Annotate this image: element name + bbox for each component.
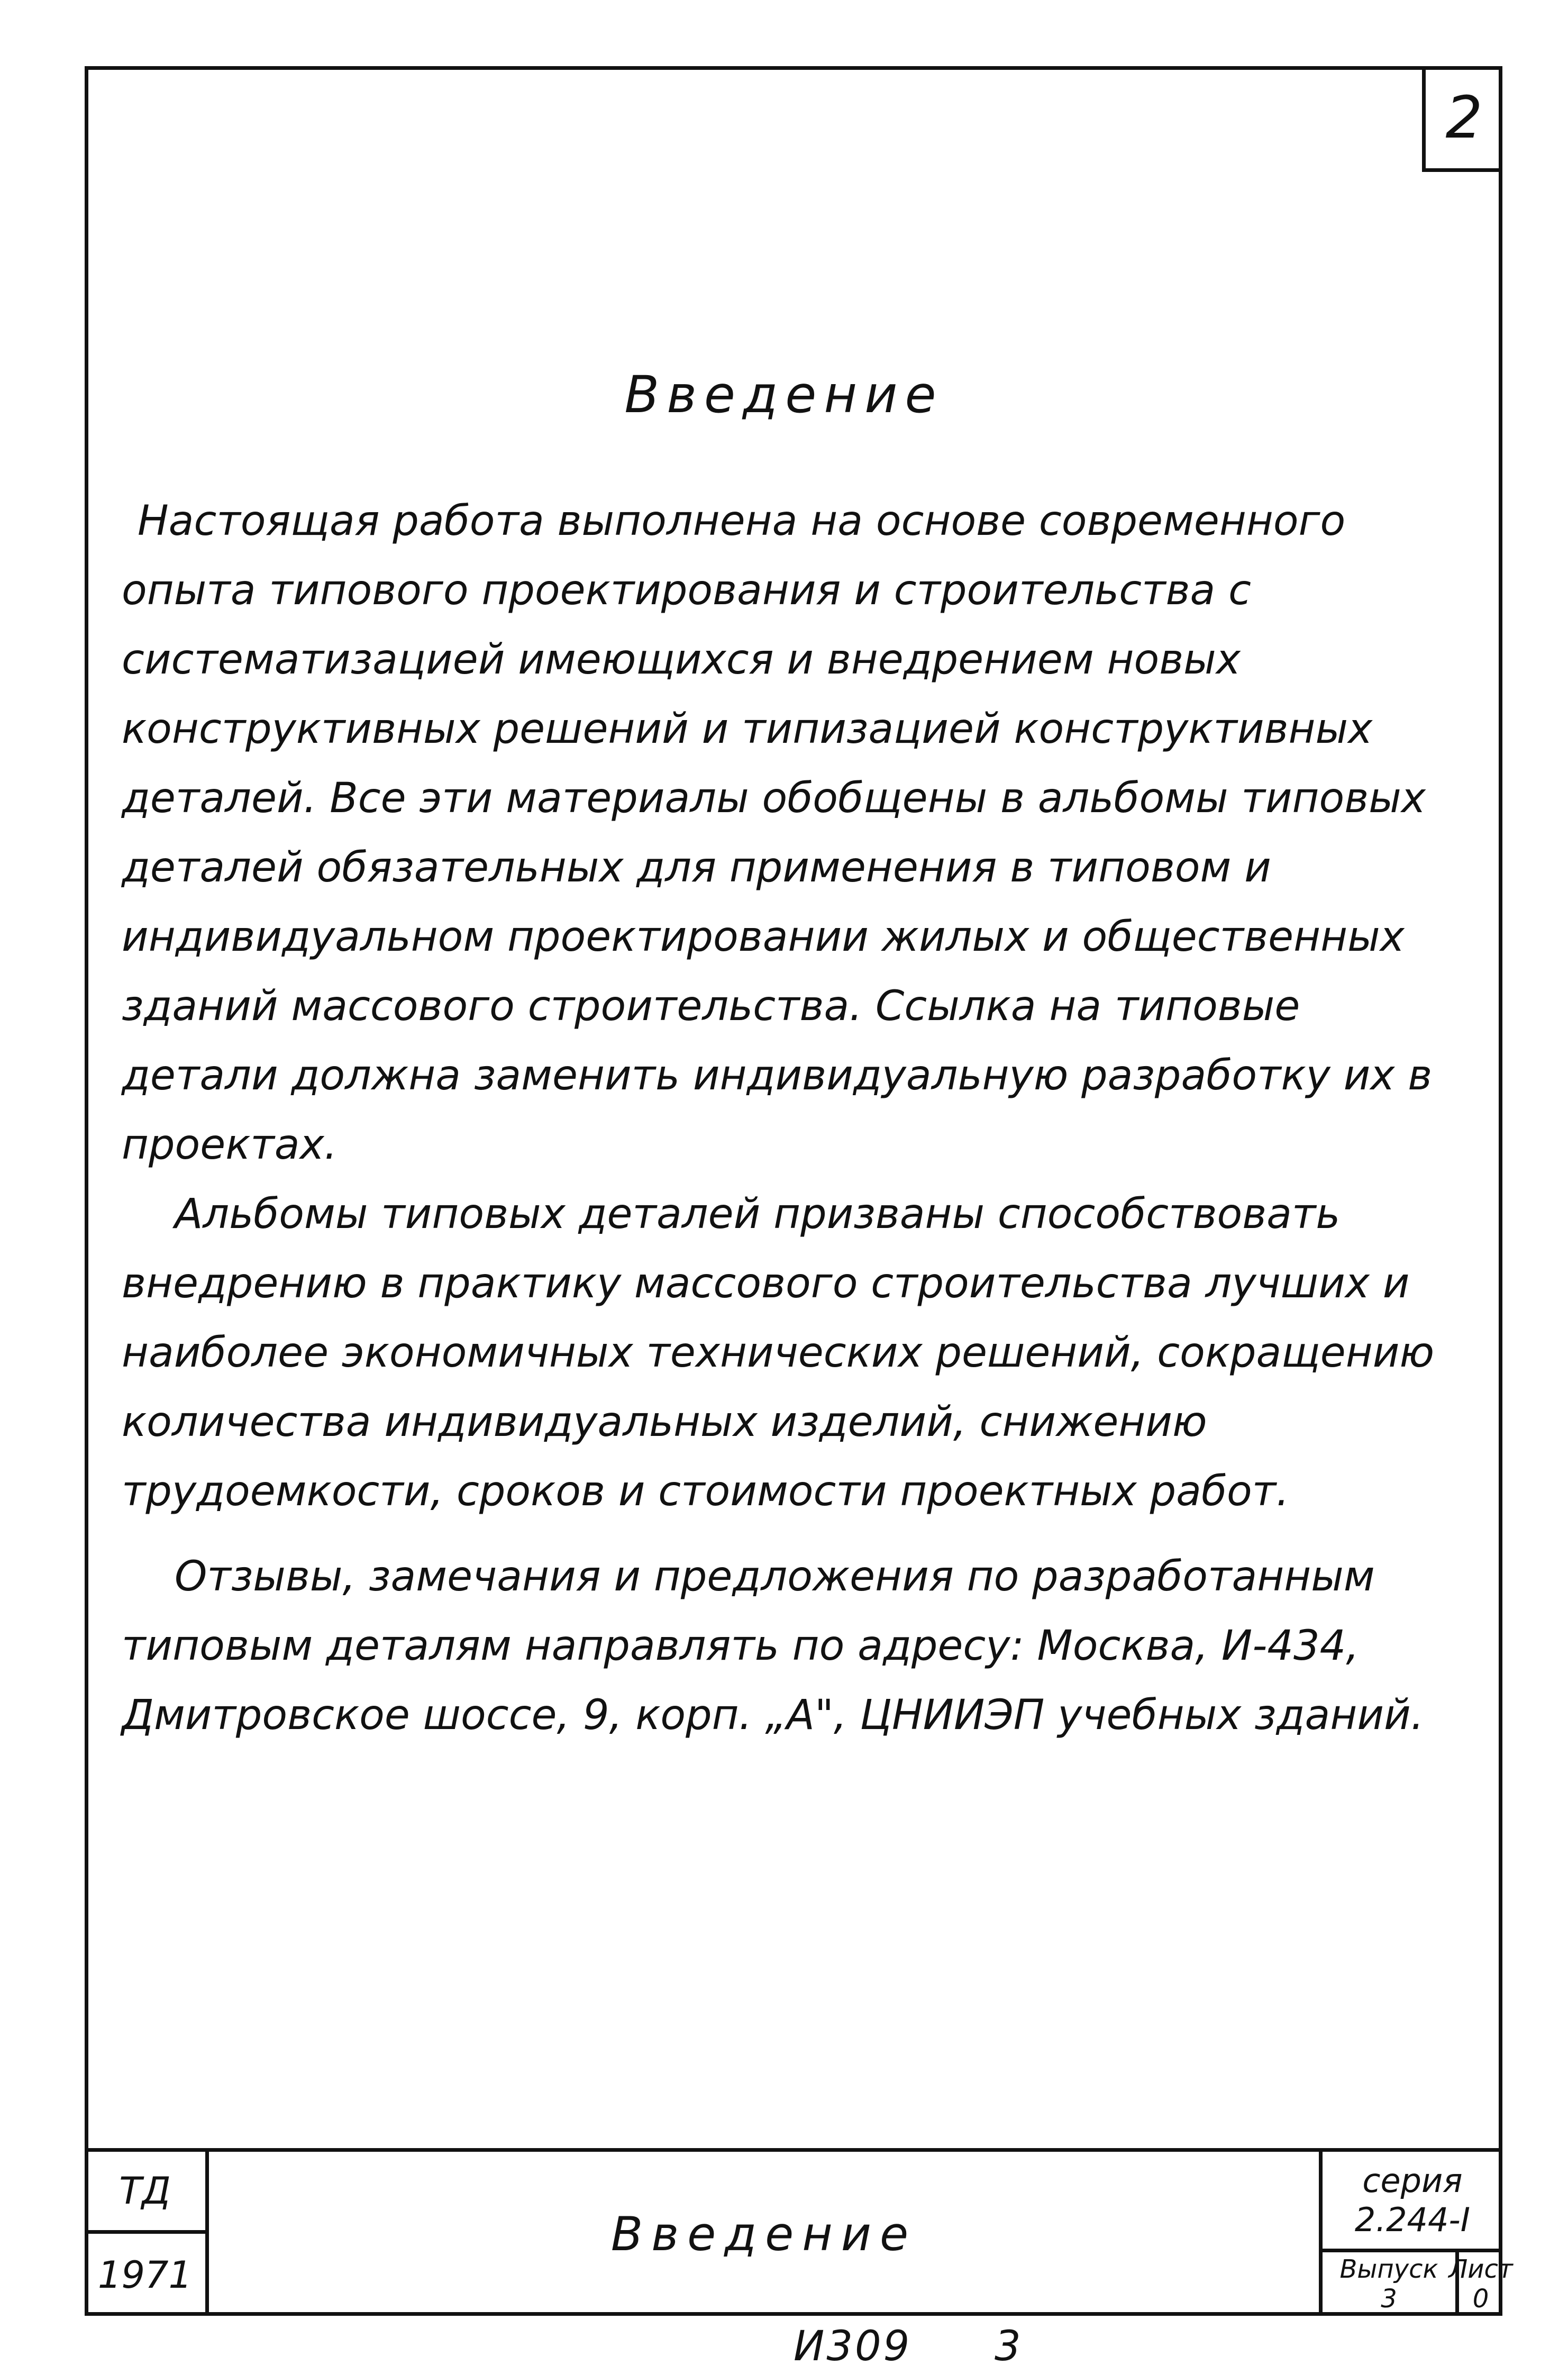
title-block-code: ТД [85,2152,209,2234]
title-block-series [1323,2152,1502,2252]
title-block [85,2148,1513,2316]
title-block-sheet [1448,2252,1513,2316]
issue-label: Выпуск [1339,2254,1438,2284]
paragraph-purpose: Альбомы типовых деталей призваны способствовать внедрению в практику массового строительства лучших и наиболее экономичных технических решений, сокращению количества индивидуальных изделий, снижению трудоемкости, сроков и стоимости проектных работ. [122,1190,1435,1515]
sheet-value: 0 [1472,2284,1489,2314]
series-value: 2.244-I [1354,2200,1471,2239]
issue-value: 3 [1381,2284,1397,2314]
footer-number: 3 [995,2323,1021,2370]
paragraph-intro: Настоящая работа выполнена на основе современного опыта типового проектирования и строительства с систематизацией имеющихся и внедрением новых конструктивных решений и типизацией конструктивных деталей. Все эти материалы обобщены в альбомы типовых деталей обязательных для применения в типовом и индивидуальном проектировании жилых и общественных зданий массового строительства. Ссылка на типовые детали должна заменить индивидуальную разработку их в проектах. [122,497,1433,1169]
title-block-title: Введение [209,2152,1323,2316]
footer-mark: И309 [794,2323,912,2370]
sheet-label: Лист [1448,2254,1513,2284]
page-title: Введение [624,365,944,424]
title-block-issue [1323,2252,1459,2316]
page-number: 2 [1422,66,1502,172]
body-text [122,487,1460,1750]
title-block-year: 1971 [85,2234,209,2316]
paragraph-feedback: Отзывы, замечания и предложения по разработанным типовым деталям направлять по адресу: Москва, И-434, Дмитровское шоссе, 9, корп. „А", ЦНИИЭП учебных зданий. [122,1553,1424,1739]
series-label: серия [1362,2161,1463,2200]
